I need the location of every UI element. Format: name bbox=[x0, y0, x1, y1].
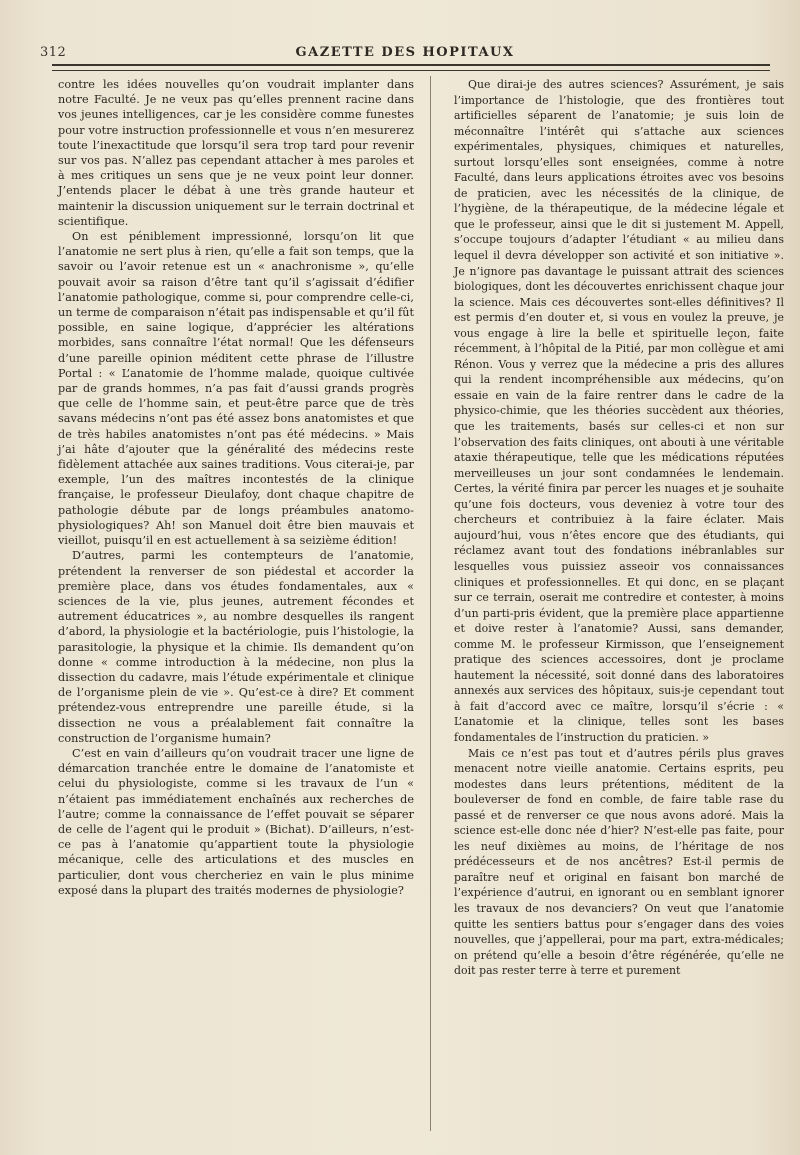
page-number: 312 bbox=[40, 45, 67, 60]
paragraph: C’est en vain d’ailleurs qu’on voudrait tracer une ligne de démarcation tranchée entre le domaine de l’anatomiste et celui du physiologiste, comme si les travaux de l’un « n’étaient pas immédiatement enchaînés aux recherches de l’autre; comme la connaissance de l’effet pouvait se séparer de celle de l’agent qui le produit » (Bichat). D’ailleurs, n’est-ce pas à l’anatomie qu’appartient toute la physiologie mécanique, celle des articulations et des muscles en particulier, dont vous chercheriez en vain le plus minime exposé dans la plupart des traités modernes de physiologie? bbox=[58, 746, 414, 897]
running-title: GAZETTE DES HOPITAUX bbox=[295, 45, 515, 60]
paragraph: D’autres, parmi les contempteurs de l’anatomie, prétendent la renverser de son piédestal et accorder la première place, dans vos études fondamentales, aux « sciences de la vie, plus jeunes, autrement fécondes et autrement éducatrices », au nombre desquelles ils rangent d’abord, la physiologie et la bactériologie, puis l’histologie, la parasitologie, la physique et la chimie. Ils demandent qu’on donne « comme introduction à la médecine, non plus la dissection du cadavre, mais l’étude expérimentale et clinique de l’organisme plein de vie ». Qu’est-ce à dire? Et comment prétendez-vous entreprendre une pareille étude, si la dissection ne vous a préalablement fait connaître la construction de l’organisme humain? bbox=[58, 549, 414, 745]
page-header bbox=[38, 40, 772, 64]
column-divider bbox=[430, 76, 431, 1131]
right-column bbox=[454, 77, 784, 979]
paragraph: contre les idées nouvelles qu’on voudrait implanter dans notre Faculté. Je ne veux pas qu’elles prennent racine dans vos jeunes intelligences, car je les considère comme funestes pour votre instruction professionnelle et vous n’en mesurerez toute l’inexactitude que lorsqu’il sera trop tard pour revenir sur vos pas. N’allez pas cependant attacher à mes paroles et à mes critiques un sens que je ne veux point leur donner. J’entends placer le débat à une très grande hauteur et maintenir la discussion uniquement sur le terrain doctrinal et scientifique. bbox=[58, 78, 414, 228]
left-column bbox=[58, 77, 414, 898]
paragraph: Que dirai-je des autres sciences? Assurément, je sais l’importance de l’histologie, que des frontières tout artificielles séparent de l’anatomie; je suis loin de méconnaître l’intérêt qui s’attache aux sciences expérimentales, physiques, chimiques et naturelles, surtout lorsqu’elles sont enseignées, comme à notre Faculté, dans leurs applications étroites avec vos besoins de praticien, avec les nécessités de la clinique, de l’hygiène, de la thérapeutique, de la médecine légale et que le professeur, ainsi que le dit si justement M. Appell, s’occupe toujours d’adapter l’étudiant « au milieu dans lequel il devra développer son activité et son initiative ». Je n’ignore pas davantage le puissant attrait des sciences biologiques, dont les découvertes enrichissent chaque jour la science. Mais ces découvertes sont-elles définitives? Il est permis d’en douter et, si vous en voulez la preuve, je vous engage à lire la belle et spirituelle leçon, faite récemment, à l’hôpital de la Pitié, par mon collègue et ami Rénon. Vous y verrez que la médecine a pris des allures qui la rendent incompréhensible aux médecins, qu’on essaie en vain de la faire rentrer dans le cadre de la physico-chimie, que les théories succèdent aux théories, que les traitements, basés sur celles-ci et non sur l’observation des faits cliniques, ont abouti à une véritable ataxie thérapeutique, telle que les médications réputées merveilleuses un jour sont condamnées le lendemain. Certes, la vérité finira par percer les nuages et je souhaite qu’une fois docteurs, vous deveniez à votre tour des chercheurs et contribuiez à la faire éclater. Mais aujourd’hui, vous n’êtes encore que des étudiants, qui réclamez avant tout des fondations inébranlables sur lesquelles vous puissiez asseoir vos connaissances cliniques et professionnelles. Et qui donc, en se plaçant sur ce terrain, oserait me contredire et contester, à moins d’un parti-pris évident, que la première place appartienne et doive rester à l’anatomie? Aussi, sans demander, comme M. le professeur Kirmisson, que l’enseignement pratique des sciences accessoires, dont je proclame hautement la nécessité, soit donné dans des laboratoires annexés aux services des hôpitaux, suis-je cependant tout à fait d’accord avec ce maître, lorsqu’il s’écrie : « L’anatomie et la clinique, telles sont les bases fondamentales de l’instruction du praticien. » bbox=[454, 78, 784, 744]
paragraph: Mais ce n’est pas tout et d’autres périls plus graves menacent notre vieille anatomie. Certains esprits, peu modestes dans leurs prétentions, méditent de la bouleverser de fond en comble, de faire table rase du passé et de renverser ce que nous avons adoré. Mais la science est-elle donc née d’hier? N’est-elle pas faite, pour les neuf dixièmes au moins, de l’héritage de nos prédécesseurs et de nos ancêtres? Est-il permis de paraître neuf et original en faisant bon marché de l’expérience d’autrui, en ignorant ou en semblant ignorer les travaux de nos devanciers? On veut que l’anatomie quitte les sentiers battus pour s’engager dans des voies nouvelles, que j’appellerai, pour ma part, extra-médicales; on prétend qu’elle a besoin d’être régénérée, qu’elle ne doit pas rester terre à terre et purement bbox=[454, 746, 784, 978]
header-rule-thin bbox=[52, 70, 770, 71]
paragraph: On est péniblement impressionné, lorsqu’on lit que l’anatomie ne sert plus à rien, qu’elle a fait son temps, que la savoir ou l’avoir retenue est un « anachronisme », qu’elle pouvait avoir sa raison d’être tant qu’il s’agissait d’édifier l’anatomie pathologique, comme si, pour comprendre celle-ci, un terme de comparaison n’était pas indispensable et qu’il fût possible, en saine logique, d’apprécier les altérations morbides, sans connaître l’état normal! Que les défenseurs d’une pareille opinion méditent cette phrase de l’illustre Portal : « L’anatomie de l’homme malade, quoique cultivée par de grands hommes, n’a pas fait d’aussi grands progrès que celle de l’homme sain, et peut-être parce que de très savans médecins n’ont pas été assez bons anatomistes et que de très habiles anatomistes n’ont pas été médecins. » Mais j’ai hâte d’ajouter que la généralité des médecins reste fidèlement attachée aux saines traditions. Vous citerai-je, par exemple, l’un des maîtres incontestés de la clinique française, le professeur Dieulafoy, dont chaque chapitre de pathologie débute par de longs préambules anatomo-physiologiques? Ah! son Manuel doit être bien mauvais et vieillot, puisqu’il en est actuellement à sa seizième édition! bbox=[58, 230, 414, 548]
header-rule-thick bbox=[52, 64, 770, 66]
